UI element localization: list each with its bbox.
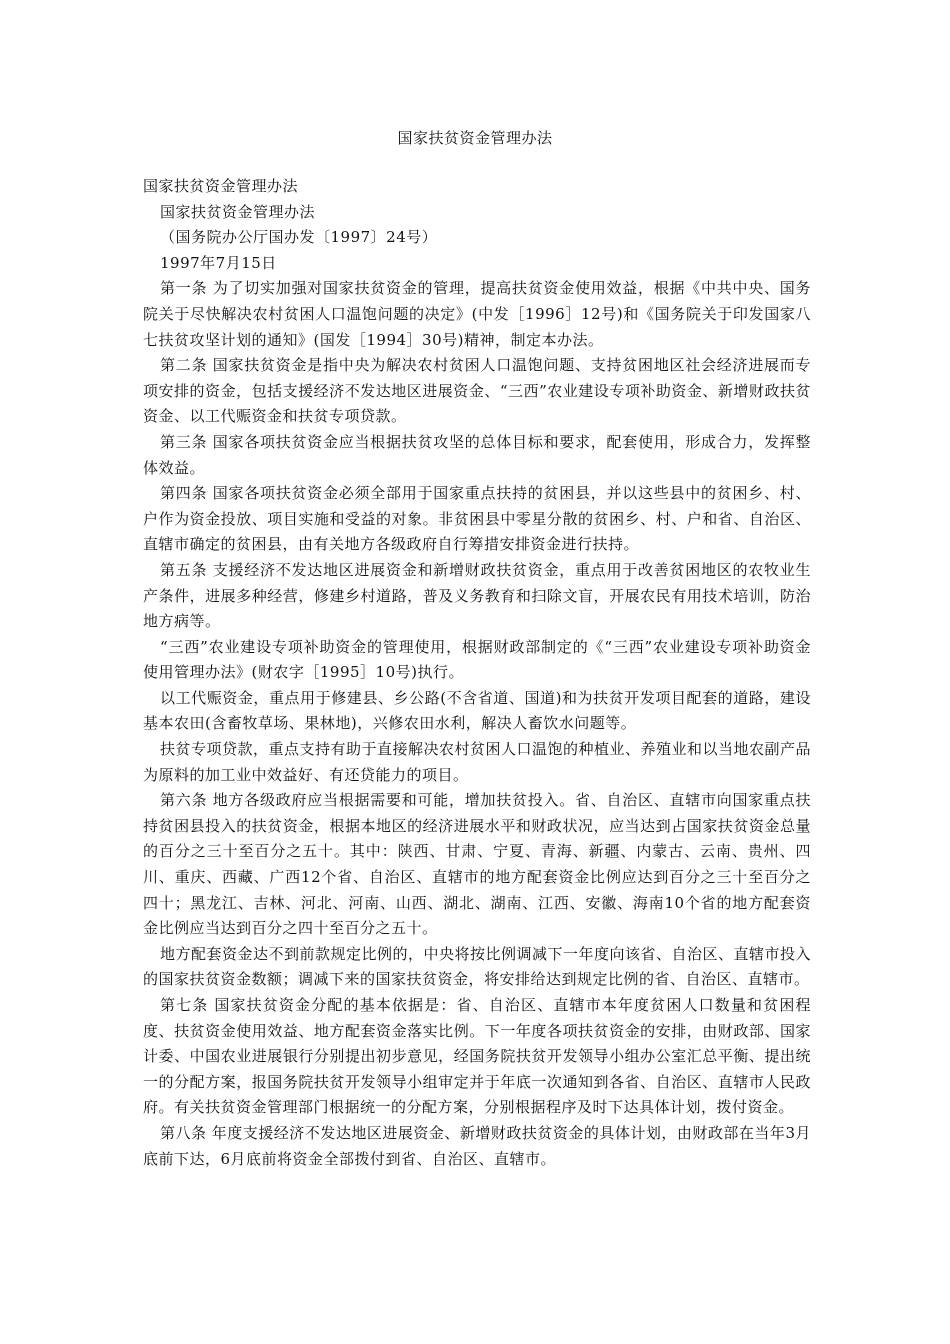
paragraph-heading: 国家扶贫资金管理办法 bbox=[143, 177, 299, 195]
paragraph-special-loans: 扶贫专项贷款，重点支持有助于直接解决农村贫困人口温饱的种植业、养殖业和以当地农副产品为原料的加工业中效益好、有还贷能力的项目。 bbox=[143, 740, 812, 784]
paragraph-matching-funds: 地方配套资金达不到前款规定比例的，中央将按比例调减下一年度向该省、自治区、直辖市投入的国家扶贫资金数额；调减下来的国家扶贫资金，将安排给达到规定比例的省、自治区、直辖市。 bbox=[143, 944, 812, 989]
document-body bbox=[143, 174, 811, 1172]
paragraph-subheading: 国家扶贫资金管理办法 bbox=[160, 202, 316, 221]
paragraph-article-4: 第四条 国家各项扶贫资金必须全部用于国家重点扶持的贫困县，并以这些县中的贫困乡、村、户作为资金投放、项目实施和受益的对象。非贫困县中零星分散的贫困乡、村、户和省、自治区、直辖市确定的贫困县，由有关地方各级政府自行筹措安排资金进行扶持。 bbox=[143, 484, 811, 554]
paragraph-article-3: 第三条 国家各项扶贫资金应当根据扶贫攻坚的总体目标和要求，配套使用，形成合力，发挥整体效益。 bbox=[143, 432, 811, 477]
paragraph-article-5: 第五条 支援经济不发达地区进展资金和新增财政扶贫资金，重点用于改善贫困地区的农牧业生产条件，进展多种经营，修建乡村道路，普及义务教育和扫除文盲，开展农民有用技术培训，防治地方病等。 bbox=[143, 560, 811, 631]
paragraph-work-relief-funds: 以工代赈资金，重点用于修建县、乡公路(不含省道、国道)和为扶贫开发项目配套的道路，建设基本农田(含畜牧草场、果林地)，兴修农田水利，解决人畜饮水问题等。 bbox=[143, 688, 811, 733]
document-title: 国家扶贫资金管理办法 bbox=[397, 129, 553, 147]
paragraph-doc-number: （国务院办公厅国办发〔1997〕24号） bbox=[160, 228, 438, 247]
paragraph-article-7: 第七条 国家扶贫资金分配的基本依据是：省、自治区、直辖市本年度贫困人口数量和贫困程度、扶贫资金使用效益、地方配套资金落实比例。下一年度各项扶贫资金的安排，由财政部、国家计委、中国农业进展银行分别提出初步意见，经国务院扶贫开发领导小组办公室汇总平衡、提出统一的分配方案，报国务院扶贫开发领导小组审定并于年底一次通知到各省、自治区、直辖市人民政府。有关扶贫资金管理部门根据统一的分配方案，分别根据程序及时下达具体计划，拨付资金。 bbox=[143, 996, 811, 1117]
paragraph-article-2: 第二条 国家扶贫资金是指中央为解决农村贫困人口温饱问题、支持贫困地区社会经济进展而专项安排的资金，包括支援经济不发达地区进展资金、“三西”农业建设专项补助资金、新增财政扶贫资金、以工代赈资金和扶贫专项贷款。 bbox=[143, 356, 811, 426]
paragraph-article-8: 第八条 年度支援经济不发达地区进展资金、新增财政扶贫资金的具体计划，由财政部在当年3月底前下达，6月底前将资金全部拨付到省、自治区、直辖市。 bbox=[143, 1123, 811, 1168]
paragraph-article-1: 第一条 为了切实加强对国家扶贫资金的管理，提高扶贫资金使用效益，根据《中共中央、国务院关于尽快解决农村贫困人口温饱问题的决定》(中发［1996］12号)和《国务院关于印发国家八七扶贫攻坚计划的通知》(国发［1994］30号)精神，制定本办法。 bbox=[143, 279, 811, 349]
paragraph-sanxi-funds: “三西”农业建设专项补助资金的管理使用，根据财政部制定的《“三西”农业建设专项补助资金使用管理办法》(财农字［1995］10号)执行。 bbox=[143, 637, 811, 682]
paragraph-article-6: 第六条 地方各级政府应当根据需要和可能，增加扶贫投入。省、自治区、直辖市向国家重点扶持贫困县投入的扶贫资金，根据本地区的经济进展水平和财政状况，应当达到占国家扶贫资金总量的百分之三十至百分之五十。其中：陕西、甘肃、宁夏、青海、新疆、内蒙古、云南、贵州、四川、重庆、西藏、广西12个省、自治区、直辖市的地方配套资金比例应达到百分之三十至百分之四十；黑龙江、吉林、河北、河南、山西、湖北、湖南、江西、安徽、海南10个省的地方配套资金比例应当达到百分之四十至百分之五十。 bbox=[143, 791, 811, 938]
paragraph-date: 1997年7月15日 bbox=[160, 253, 277, 272]
